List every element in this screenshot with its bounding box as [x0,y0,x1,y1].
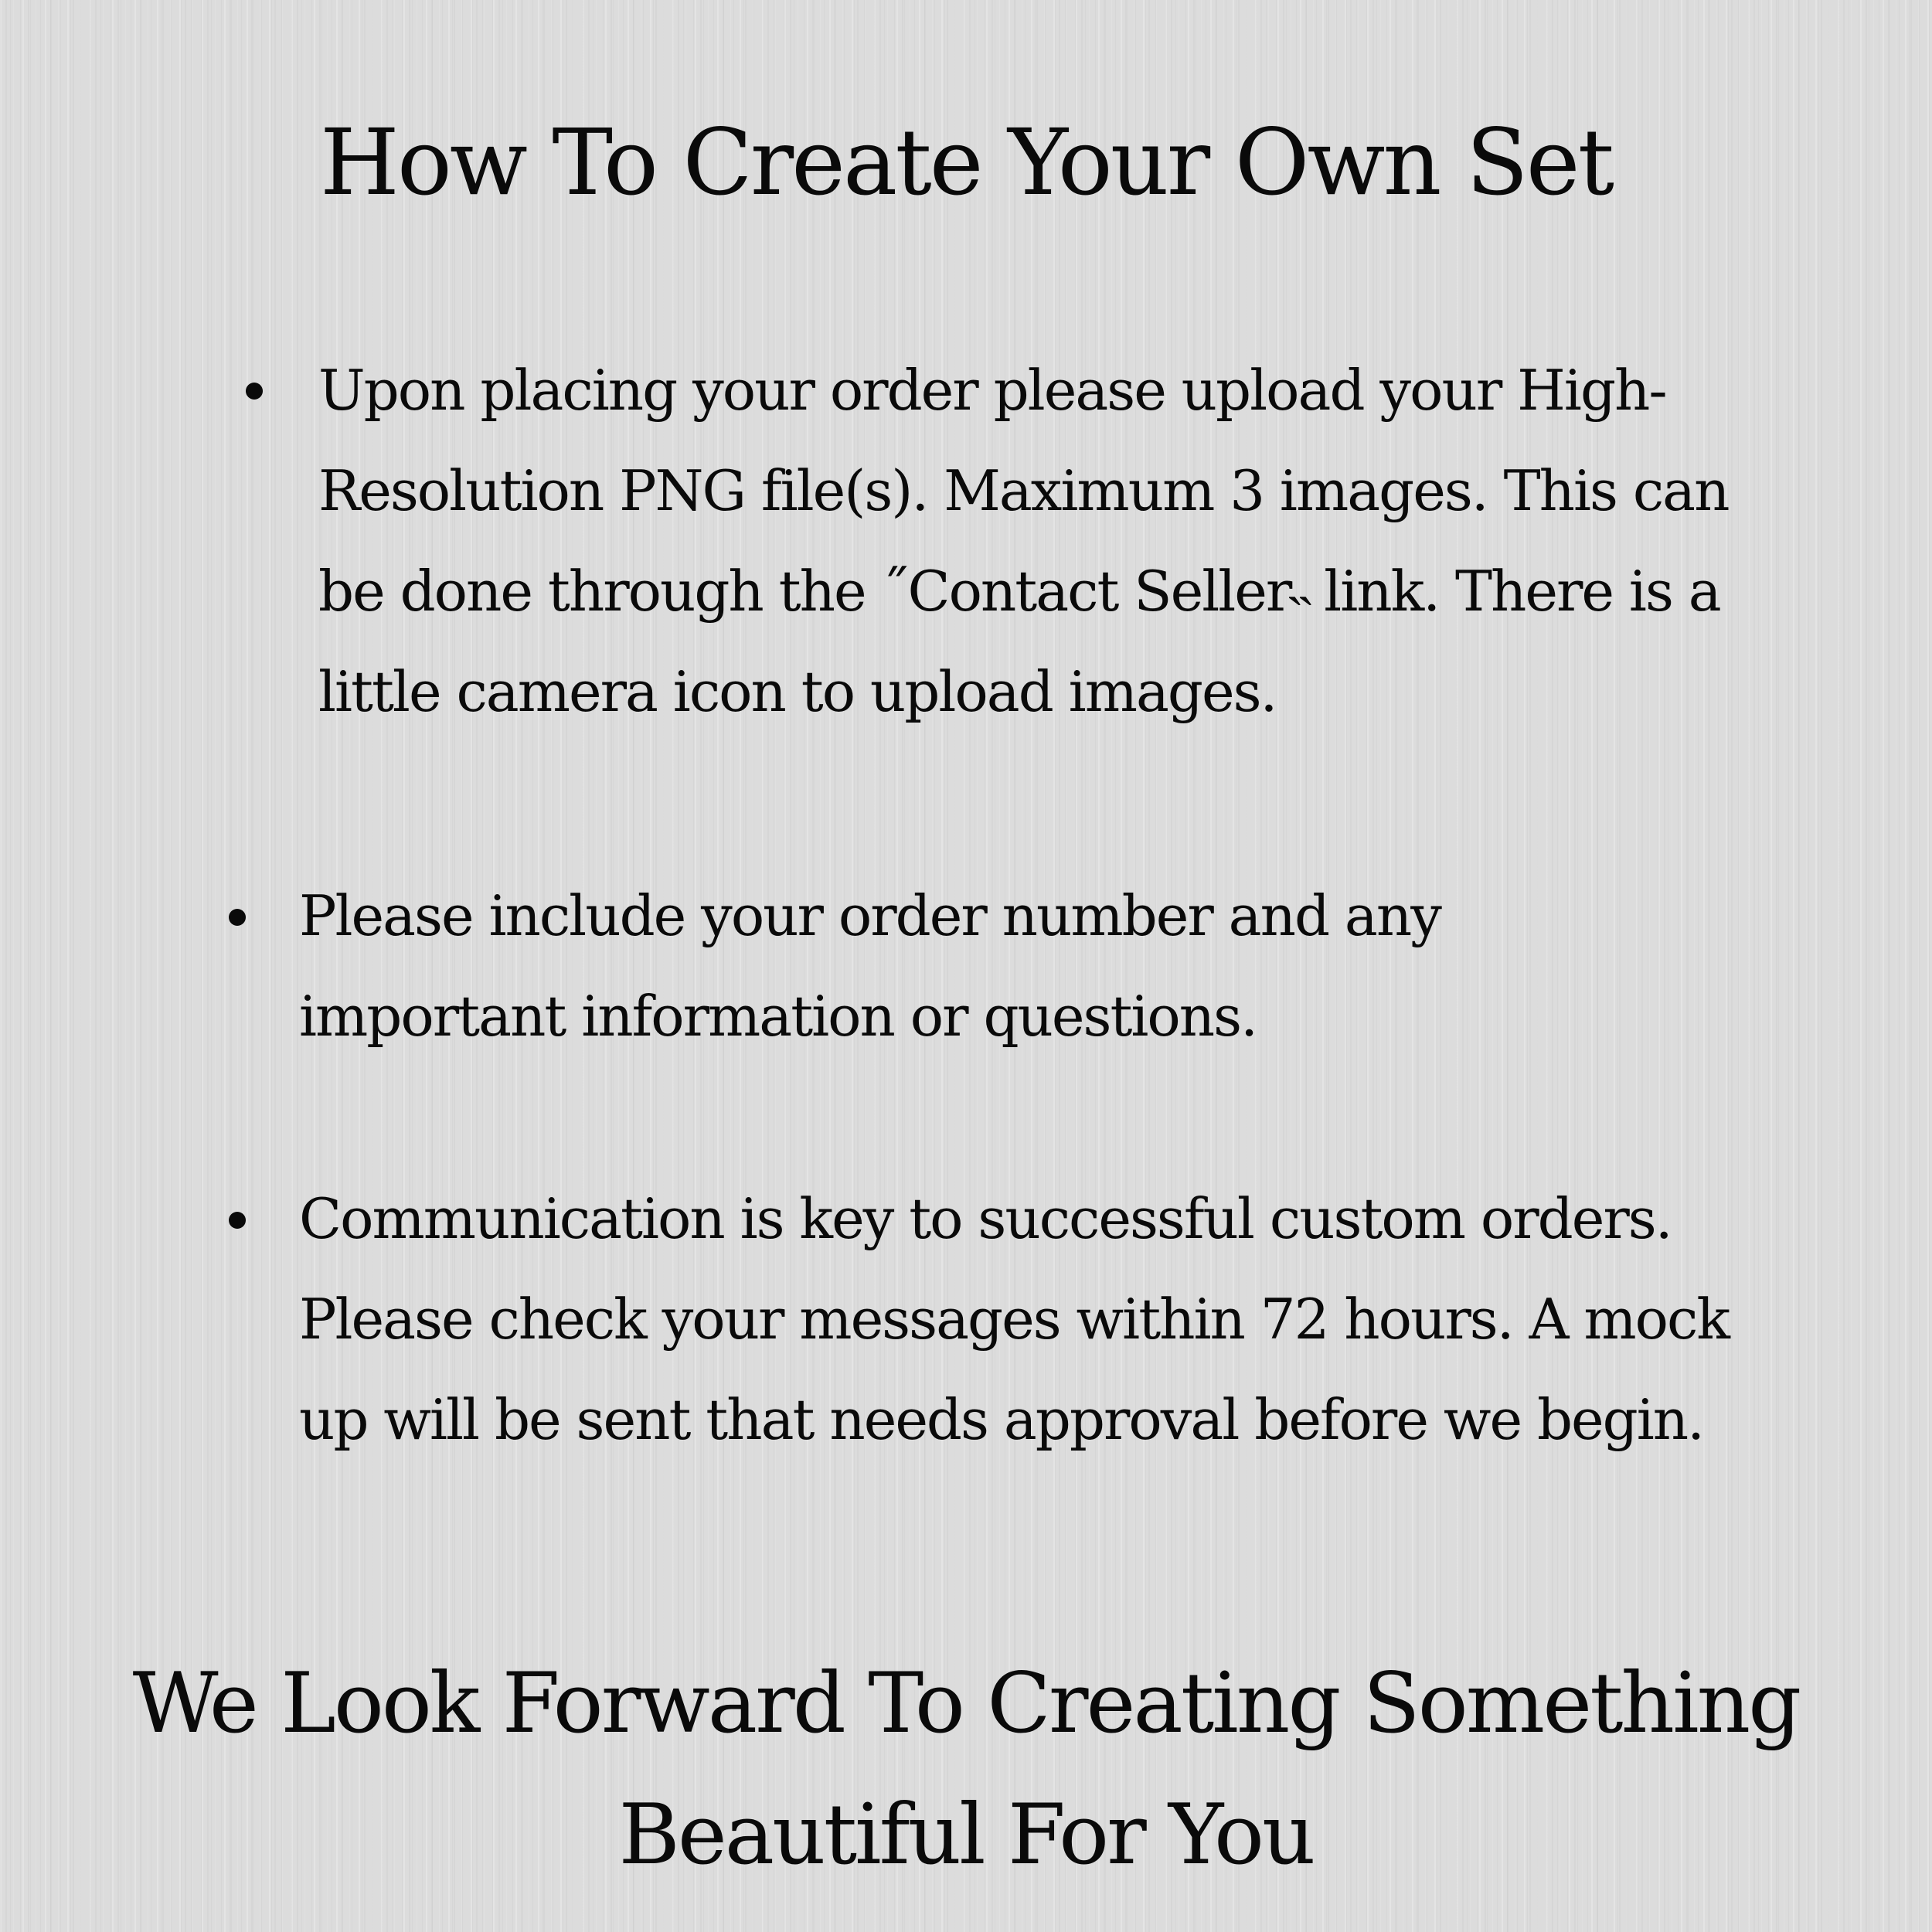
bullet-icon [229,1212,246,1229]
closing-message [77,1638,1855,1901]
instruction-text: Please include your order number and any important information or questions. [299,883,1440,1049]
closing-line-1: We Look Forward To Creating Something [132,1655,1800,1752]
bullet-icon [246,383,263,400]
bullet-icon [229,909,246,926]
instruction-text: Upon placing your order please upload your High-Resolution PNG file(s). Maximum 3 images. This can be done through the ˝Contact Seller˵ link. There is a little camera icon to upload images. [318,358,1729,724]
page-title: How To Create Your Own Set [319,109,1613,216]
closing-line-2: Beautiful For You [618,1787,1314,1883]
instruction-text: Communication is key to successful custom orders. Please check your messages within 72 hours. A mock up will be sent that needs approval before we begin. [299,1186,1729,1452]
